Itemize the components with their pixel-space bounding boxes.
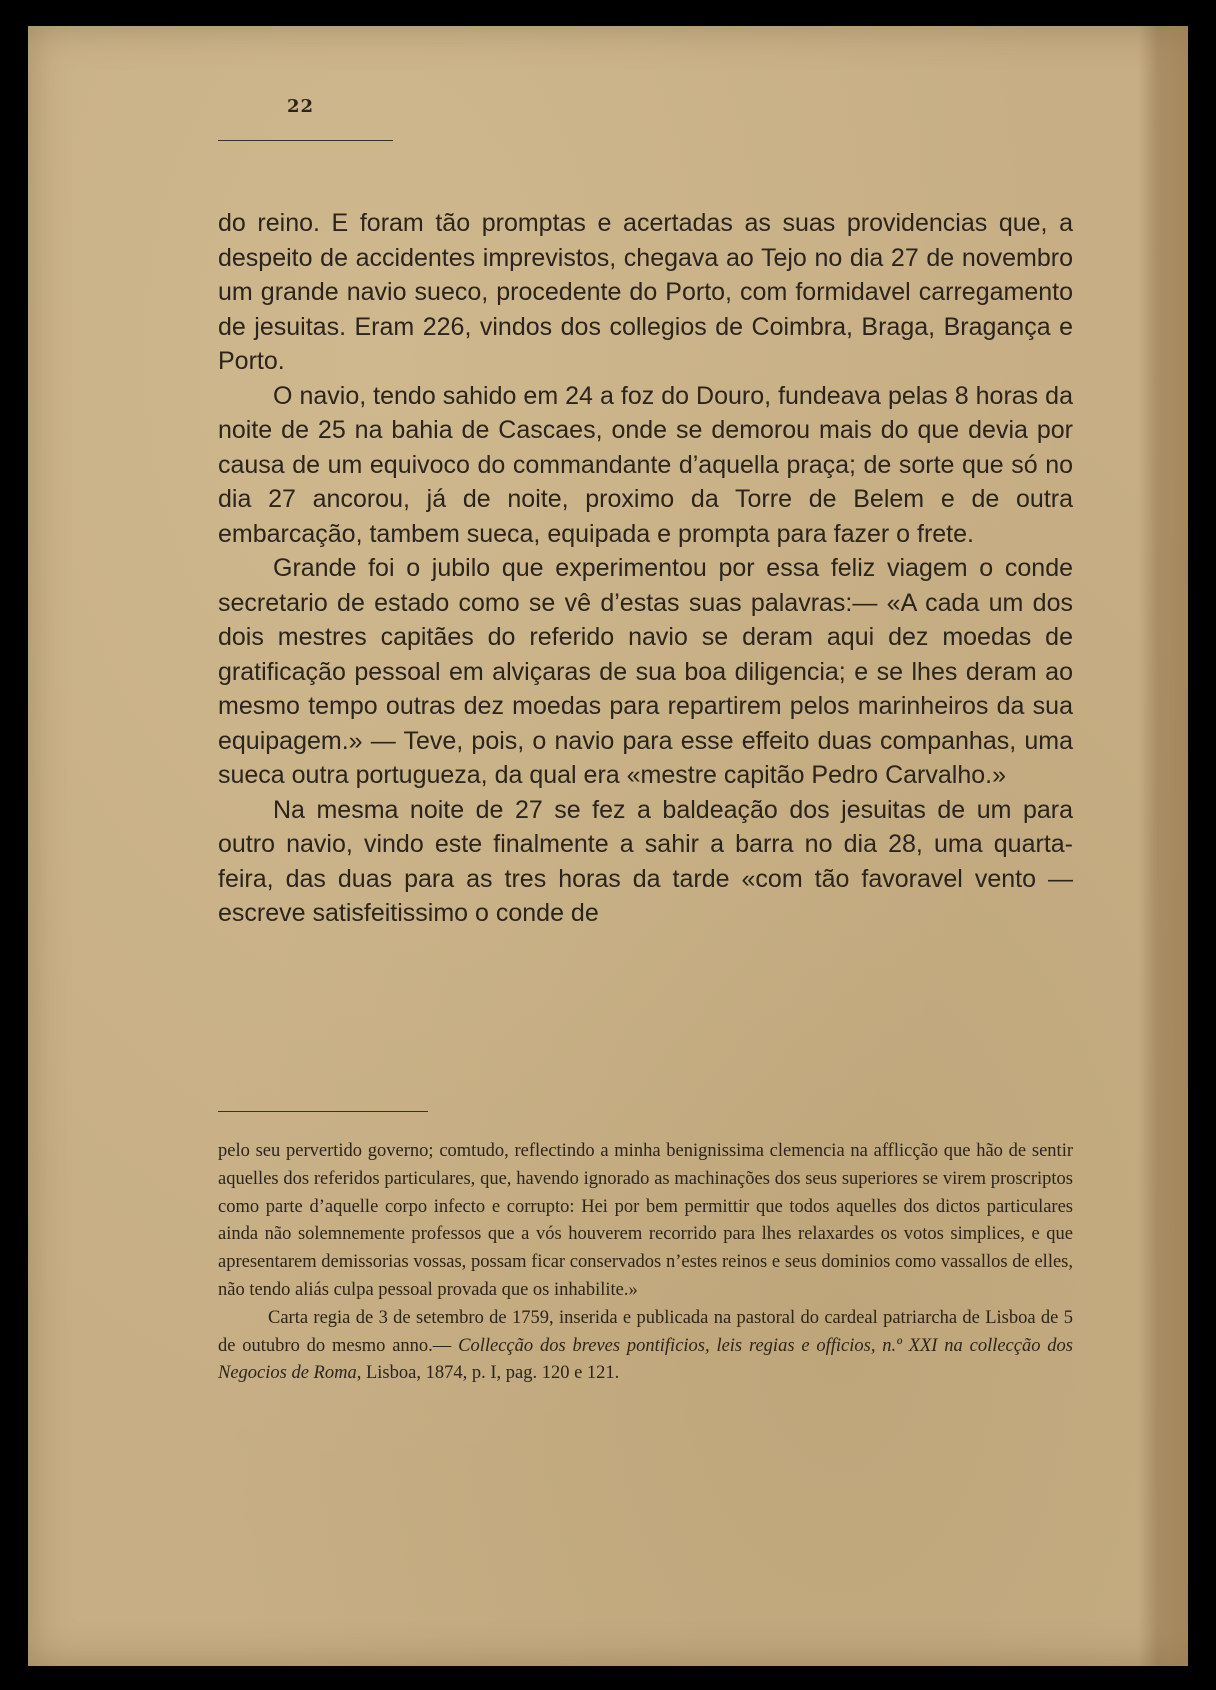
paragraph-2: O navio, tendo sahido em 24 a foz do Douro, fundeava pelas 8 horas da noite de 25 na bahia de Cascaes, onde se demorou mais do que devia por causa de um equivoco do commandante d’aquella praça; de sorte que só no dia 27 ancorou, já de noite, proximo da Torre de Belem e de outra embarcação, tambem sueca, equipada e prompta para fazer o frete.	[218, 381, 1073, 548]
footnote-rule	[218, 1111, 428, 1112]
citation-title: Collecção dos breves pontificios, leis regias e officios, n.º XXI na collecção dos Negocios de Roma	[218, 1335, 1073, 1384]
footnote-citation	[218, 1305, 1073, 1388]
citation-start: Carta regia de 3 de setembro de 1759, inserida e publicada na pastoral do cardeal patriarcha de Lisboa de 5 de outubro do mesmo anno.—	[218, 1307, 1073, 1356]
paragraph-4: Na mesma noite de 27 se fez a baldeação dos jesuitas de um para outro navio, vindo este finalmente a sahir a barra no dia 28, uma quarta-feira, das duas para as tres horas da tarde «com tão favoravel vento — escreve satisfeitissimo o conde de	[218, 795, 1073, 927]
page-edge	[1138, 26, 1188, 1666]
page-number: 22	[287, 96, 315, 117]
paragraph-1: do reino. E foram tão promptas e acertadas as suas providencias que, a despeito de accidentes imprevistos, chegava ao Tejo no dia 27 de novembro um grande navio sueco, procedente do Porto, com formidavel carregamento de jesuitas. Eram 226, vindos dos collegios de Coimbra, Braga, Bragança e Porto.	[218, 209, 1073, 375]
header-rule	[218, 140, 393, 141]
footnote-paragraph: pelo seu pervertido governo; comtudo, reflectindo a minha benignissima clemencia na afflicção que hão de sentir aquelles dos referidos particulares, que, havendo ignorado as machinações dos seus superiores se virem proscriptos como parte d’aquelle corpo infecto e corrupto: Hei por bem permittir que todos aquelles dos dictos particulares ainda não solemnemente professos que a vós houverem recorrido para lhes relaxardes os votos simplices, e que apresentarem demissorias vossas, possam ficar conservados n’estes reinos e seus dominios como vassallos de elles, não tendo aliás culpa pessoal provada que os inhabilite.»	[218, 1141, 1073, 1300]
paragraph-3: Grande foi o jubilo que experimentou por essa feliz viagem o conde secretario de estado como se vê d’estas suas palavras:— «A cada um dos dois mestres capitães do referido navio se deram aqui dez moedas de gratificação pessoal em alviçaras de sua boa diligencia; e se lhes deram ao mesmo tempo outras dez moedas para repartirem pelos marinheiros da sua equipagem.» — Teve, pois, o navio para esse effeito duas companhas, uma sueca outra portugueza, da qual era «mestre capitão Pedro Carvalho.»	[218, 554, 1073, 789]
main-text	[218, 206, 1073, 931]
citation-end: , Lisboa, 1874, p. I, pag. 120 e 121.	[356, 1363, 620, 1384]
document-page	[28, 26, 1188, 1666]
footnote	[218, 1138, 1073, 1388]
